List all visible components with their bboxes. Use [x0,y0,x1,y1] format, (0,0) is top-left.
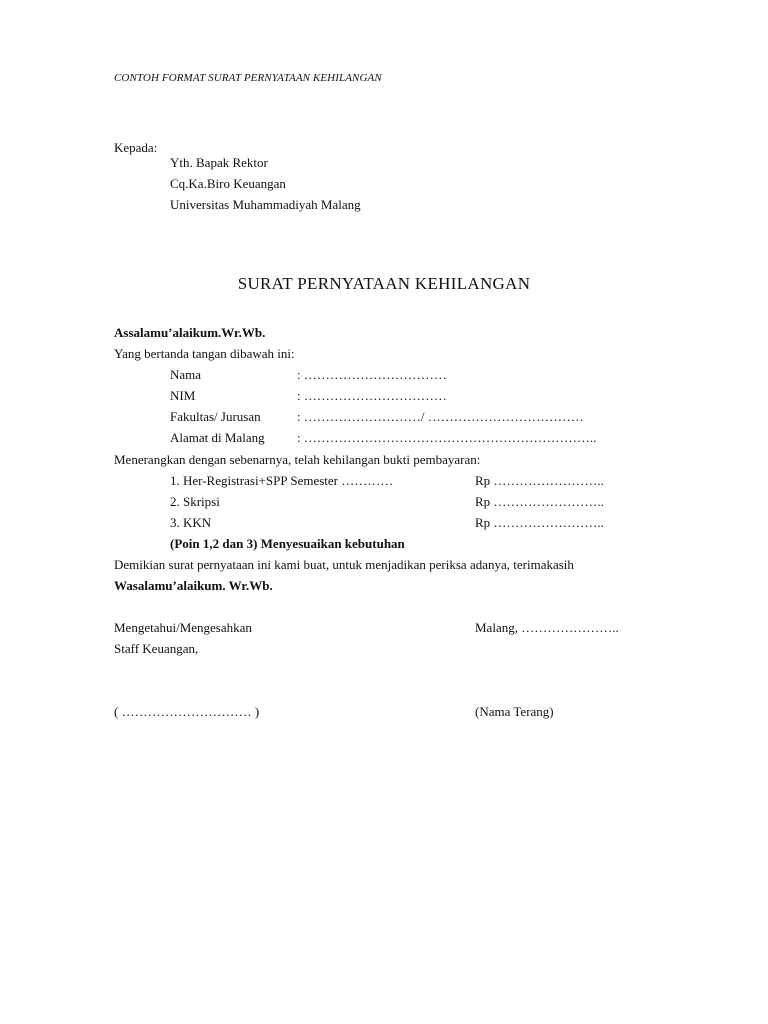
signature-place-date: Malang, ………………….. [475,620,619,635]
field-label-alamat: Alamat di Malang [170,430,265,445]
payment-amount-2: Rp …………………….. [475,494,604,509]
signature-left-role: Staff Keuangan, [114,641,199,656]
field-label-fakultas: Fakultas/ Jurusan [170,409,261,424]
field-value-nama: : …………………………… [297,367,447,382]
signature-left-title: Mengetahui/Mengesahkan [114,620,252,635]
field-label-nama: Nama [170,367,202,382]
farewell: Wasalamu’alaikum. Wr.Wb. [114,578,273,593]
payment-label-1: 1. Her-Registrasi+SPP Semester ………… [170,473,394,488]
recipient-line-3: Universitas Muhammadiyah Malang [170,197,361,212]
payment-note: (Poin 1,2 dan 3) Menyesuaikan kebutuhan [170,536,405,551]
payment-amount-1: Rp …………………….. [475,473,604,488]
greeting: Assalamu’alaikum.Wr.Wb. [114,325,266,340]
intro-text: Yang bertanda tangan dibawah ini: [114,346,295,361]
field-value-fakultas: : ………………………/ ……………………………… [297,409,584,424]
field-value-nim: : …………………………… [297,388,447,403]
closing-text: Demikian surat pernyataan ini kami buat, untuk menjadikan periksa adanya, terimakasih [114,557,574,572]
recipient-label: Kepada: [114,140,158,155]
signature-left-name: ( ………………………… ) [114,704,260,719]
letter-title: SURAT PERNYATAAN KEHILANGAN [237,274,531,293]
payment-label-3: 3. KKN [170,515,212,530]
document-header: CONTOH FORMAT SURAT PERNYATAAN KEHILANGAN [114,72,382,84]
recipient-line-1: Yth. Bapak Rektor [170,155,268,170]
field-label-nim: NIM [170,388,196,403]
payment-label-2: 2. Skripsi [170,494,220,509]
statement-text: Menerangkan dengan sebenarnya, telah kehilangan bukti pembayaran: [114,452,481,467]
recipient-line-2: Cq.Ka.Biro Keuangan [170,176,286,191]
payment-amount-3: Rp …………………….. [475,515,604,530]
signature-right-name: (Nama Terang) [475,704,554,719]
field-value-alamat: : ………………………………………………………….. [297,430,597,445]
